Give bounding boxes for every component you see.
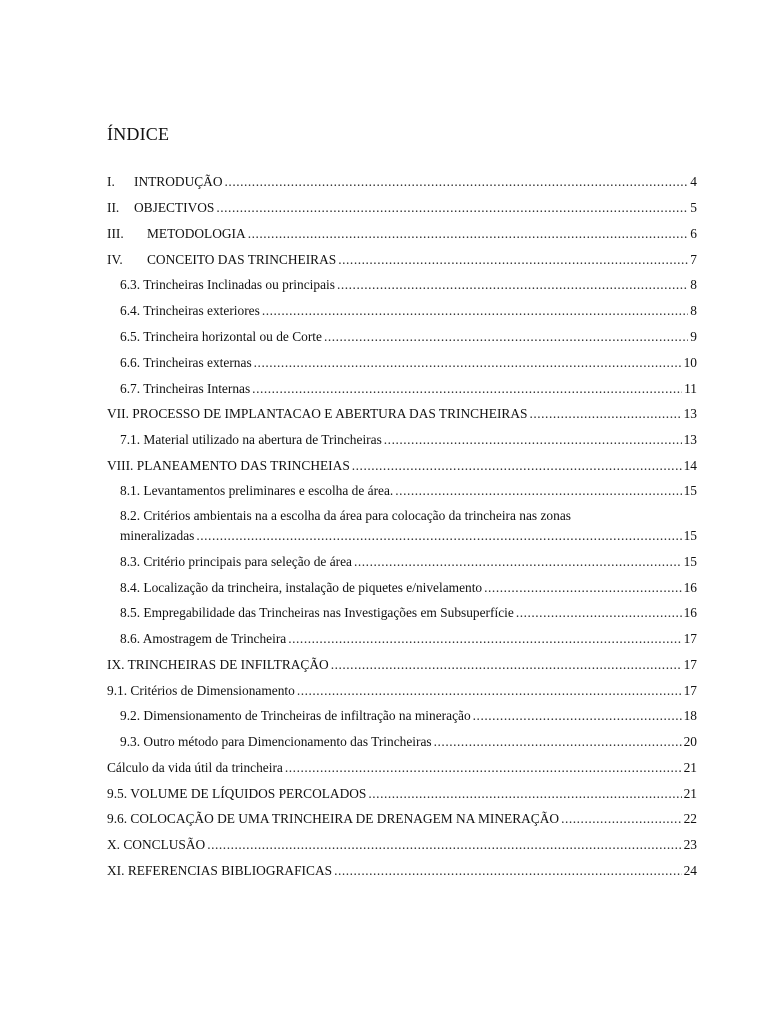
toc-entry-label (107, 862, 332, 880)
toc-entry[interactable] (120, 431, 697, 449)
toc-entry-label (107, 759, 283, 777)
toc-entry[interactable] (107, 862, 697, 880)
dot-leader (561, 810, 682, 828)
toc-entry-page-number: 8 (690, 277, 697, 292)
toc-entry[interactable] (107, 225, 697, 243)
toc-entry-page-number: 15 (683, 528, 697, 543)
dot-leader (285, 759, 682, 777)
toc-entry-label (120, 604, 514, 622)
toc-entry-label (120, 553, 352, 571)
toc-entry-second-line (120, 526, 697, 546)
toc-entry-text: 8.6. Amostragem de Trincheira (120, 631, 287, 646)
toc-entry-text: 6.5. Trincheira horizontal ou de Corte (120, 329, 322, 344)
dot-leader (248, 225, 689, 243)
toc-entry[interactable] (120, 604, 697, 622)
toc-entry-page-number: 21 (683, 760, 697, 775)
toc-entry[interactable] (107, 836, 697, 854)
toc-entry-text: VIII. PLANEAMENTO DAS TRINCHEIAS (107, 458, 350, 473)
toc-entry[interactable] (107, 682, 697, 700)
toc-entry-page-number: 7 (690, 252, 697, 267)
toc-entry-text: mineralizadas (120, 528, 195, 543)
toc-entry-number: III. (107, 226, 124, 241)
toc-entry-text: 6.4. Trincheiras exteriores (120, 303, 260, 318)
toc-entry-label (120, 707, 471, 725)
toc-entry-label (107, 810, 559, 828)
toc-entry[interactable] (120, 553, 697, 571)
toc-entry-page-number: 15 (683, 554, 697, 569)
toc-entry-label (107, 836, 205, 854)
toc-entry-label (107, 251, 336, 269)
toc-entry-text: X. CONCLUSÃO (107, 837, 206, 852)
toc-entry[interactable] (120, 630, 697, 648)
toc-entry-page-number: 17 (683, 683, 697, 698)
toc-entry-number: I. (107, 174, 115, 189)
toc-entry-page-number: 4 (690, 174, 697, 189)
toc-entry-text: 8.4. Localização da trincheira, instalação de piquetes e/nivelamento (120, 580, 483, 595)
toc-entry-page-number: 17 (683, 631, 697, 646)
dot-leader (395, 482, 681, 500)
toc-entry-label (120, 579, 482, 597)
toc-entry-text: 8.3. Critério principais para seleção de área (120, 554, 352, 569)
dot-leader (324, 328, 688, 346)
toc-entry[interactable] (107, 457, 697, 475)
toc-entry[interactable] (107, 173, 697, 191)
toc-entry-text: 6.6. Trincheiras externas (120, 355, 252, 370)
dot-leader (207, 836, 681, 854)
toc-entry-page-number: 22 (683, 811, 697, 826)
dot-leader (484, 579, 681, 597)
toc-entry-text: CONCEITO DAS TRINCHEIRAS (147, 252, 337, 267)
toc-entry[interactable] (107, 199, 697, 217)
dot-leader (196, 526, 681, 546)
toc-entry-text: METODOLOGIA (147, 226, 246, 241)
toc-entry-text: 9.2. Dimensionamento de Trincheiras de infiltração na mineração (120, 708, 471, 723)
toc-entry-label (107, 785, 366, 803)
toc-entry-page-number: 24 (683, 863, 697, 878)
toc-entry-number: IV. (107, 252, 123, 267)
toc-entry-label (120, 380, 250, 398)
toc-entry-text: 9.5. VOLUME DE LÍQUIDOS PERCOLADOS (107, 786, 367, 801)
toc-entry[interactable] (107, 251, 697, 269)
toc-entry-page-number: 16 (683, 605, 697, 620)
toc-entry[interactable] (107, 759, 697, 777)
toc-entry[interactable] (107, 785, 697, 803)
toc-entry-page-number: 10 (683, 355, 697, 370)
toc-entry-page-number: 16 (683, 580, 697, 595)
toc-entry[interactable] (120, 579, 697, 597)
toc-entry-text: 8.1. Levantamentos preliminares e escolha de área. (120, 483, 394, 498)
toc-entry[interactable] (120, 482, 697, 500)
toc-entry-page-number: 23 (683, 837, 697, 852)
toc-entry-label (120, 508, 571, 523)
toc-entry-text: 9.1. Critérios de Dimensionamento (107, 683, 295, 698)
toc-entry-label (120, 328, 322, 346)
dot-leader (334, 862, 682, 880)
toc-entry[interactable] (107, 810, 697, 828)
toc-entry[interactable] (120, 506, 697, 546)
dot-leader (516, 604, 682, 622)
toc-entry-page-number: 15 (683, 483, 697, 498)
toc-entry[interactable] (107, 656, 697, 674)
dot-leader (529, 405, 681, 423)
toc-entry[interactable] (120, 328, 697, 346)
toc-entry-label (107, 405, 527, 423)
toc-entry-label (120, 733, 432, 751)
toc-entry[interactable] (120, 302, 697, 320)
dot-leader (288, 630, 681, 648)
toc-entry-page-number: 21 (683, 786, 697, 801)
toc-entry-label (120, 630, 286, 648)
toc-entry-page-number: 20 (683, 734, 697, 749)
dot-leader (225, 173, 689, 191)
toc-entry-label (120, 302, 260, 320)
dot-leader (337, 276, 688, 294)
toc-entry-label (107, 656, 329, 674)
dot-leader (352, 457, 682, 475)
dot-leader (434, 733, 682, 751)
toc-entry[interactable] (120, 354, 697, 372)
toc-entry-page-number: 18 (683, 708, 697, 723)
toc-entry-text: 6.7. Trincheiras Internas (120, 381, 251, 396)
toc-entry[interactable] (120, 276, 697, 294)
toc-entry-text: 8.5. Empregabilidade das Trincheiras nas Investigações em Subsuperfície (120, 605, 514, 620)
toc-entry-label (120, 431, 382, 449)
page-title: ÍNDICE (107, 124, 170, 144)
dot-leader (384, 431, 682, 449)
toc-entry[interactable] (120, 380, 697, 398)
toc-entry-text: 7.1. Material utilizado na abertura de Trincheiras (120, 432, 382, 447)
toc-entry-text: XI. REFERENCIAS BIBLIOGRAFICAS (107, 863, 333, 878)
toc-entry-label (107, 173, 223, 191)
toc-entry-number: II. (107, 200, 120, 215)
toc-entry-text: VII. PROCESSO DE IMPLANTACAO E ABERTURA DAS TRINCHEIRAS (107, 406, 528, 421)
toc-entry-text: 9.3. Outro método para Dimencionamento das Trincheiras (120, 734, 432, 749)
toc-entry-page-number: 13 (683, 406, 697, 421)
toc-entry-text: INTRODUÇÃO (134, 174, 223, 189)
toc-entry-label (120, 482, 393, 500)
toc-entry-label (107, 225, 246, 243)
toc-entry-label (107, 457, 350, 475)
dot-leader (354, 553, 682, 571)
dot-leader (473, 707, 682, 725)
dot-leader (338, 251, 688, 269)
toc-entry-text: 6.3. Trincheiras Inclinadas ou principais (120, 277, 335, 292)
toc-entry-text: OBJECTIVOS (134, 200, 215, 215)
toc-entry-label (120, 526, 194, 546)
toc-entry-text: 9.6. COLOCAÇÃO DE UMA TRINCHEIRA DE DRENAGEM NA MINERAÇÃO (107, 811, 560, 826)
toc-entry-first-line (120, 506, 697, 526)
dot-leader (262, 302, 688, 320)
toc-entry-page-number: 5 (690, 200, 697, 215)
toc-entry-label (120, 276, 335, 294)
toc-entry-page-number: 13 (683, 432, 697, 447)
toc-entry-page-number: 9 (690, 329, 697, 344)
toc-entry[interactable] (107, 405, 697, 423)
toc-entry-page-number: 6 (690, 226, 697, 241)
dot-leader (254, 354, 682, 372)
toc-entry-label (120, 354, 252, 372)
dot-leader (297, 682, 682, 700)
toc-entry-page-number: 17 (683, 657, 697, 672)
dot-leader (331, 656, 682, 674)
toc-entry-text: 8.2. Critérios ambientais na a escolha da área para colocação da trincheira nas zonas (120, 508, 571, 523)
toc-entry-text: Cálculo da vida útil da trincheira (107, 760, 283, 775)
dot-leader (368, 785, 681, 803)
toc-entry-page-number: 8 (690, 303, 697, 318)
toc-entry-page-number: 11 (684, 381, 697, 396)
toc-entry[interactable] (120, 707, 697, 725)
dot-leader (216, 199, 688, 217)
toc-entry[interactable] (120, 733, 697, 751)
toc-entry-label (107, 199, 214, 217)
dot-leader (252, 380, 682, 398)
toc-entry-label (107, 682, 295, 700)
toc-entry-page-number: 14 (683, 458, 697, 473)
toc-entry-text: IX. TRINCHEIRAS DE INFILTRAÇÃO (107, 657, 329, 672)
